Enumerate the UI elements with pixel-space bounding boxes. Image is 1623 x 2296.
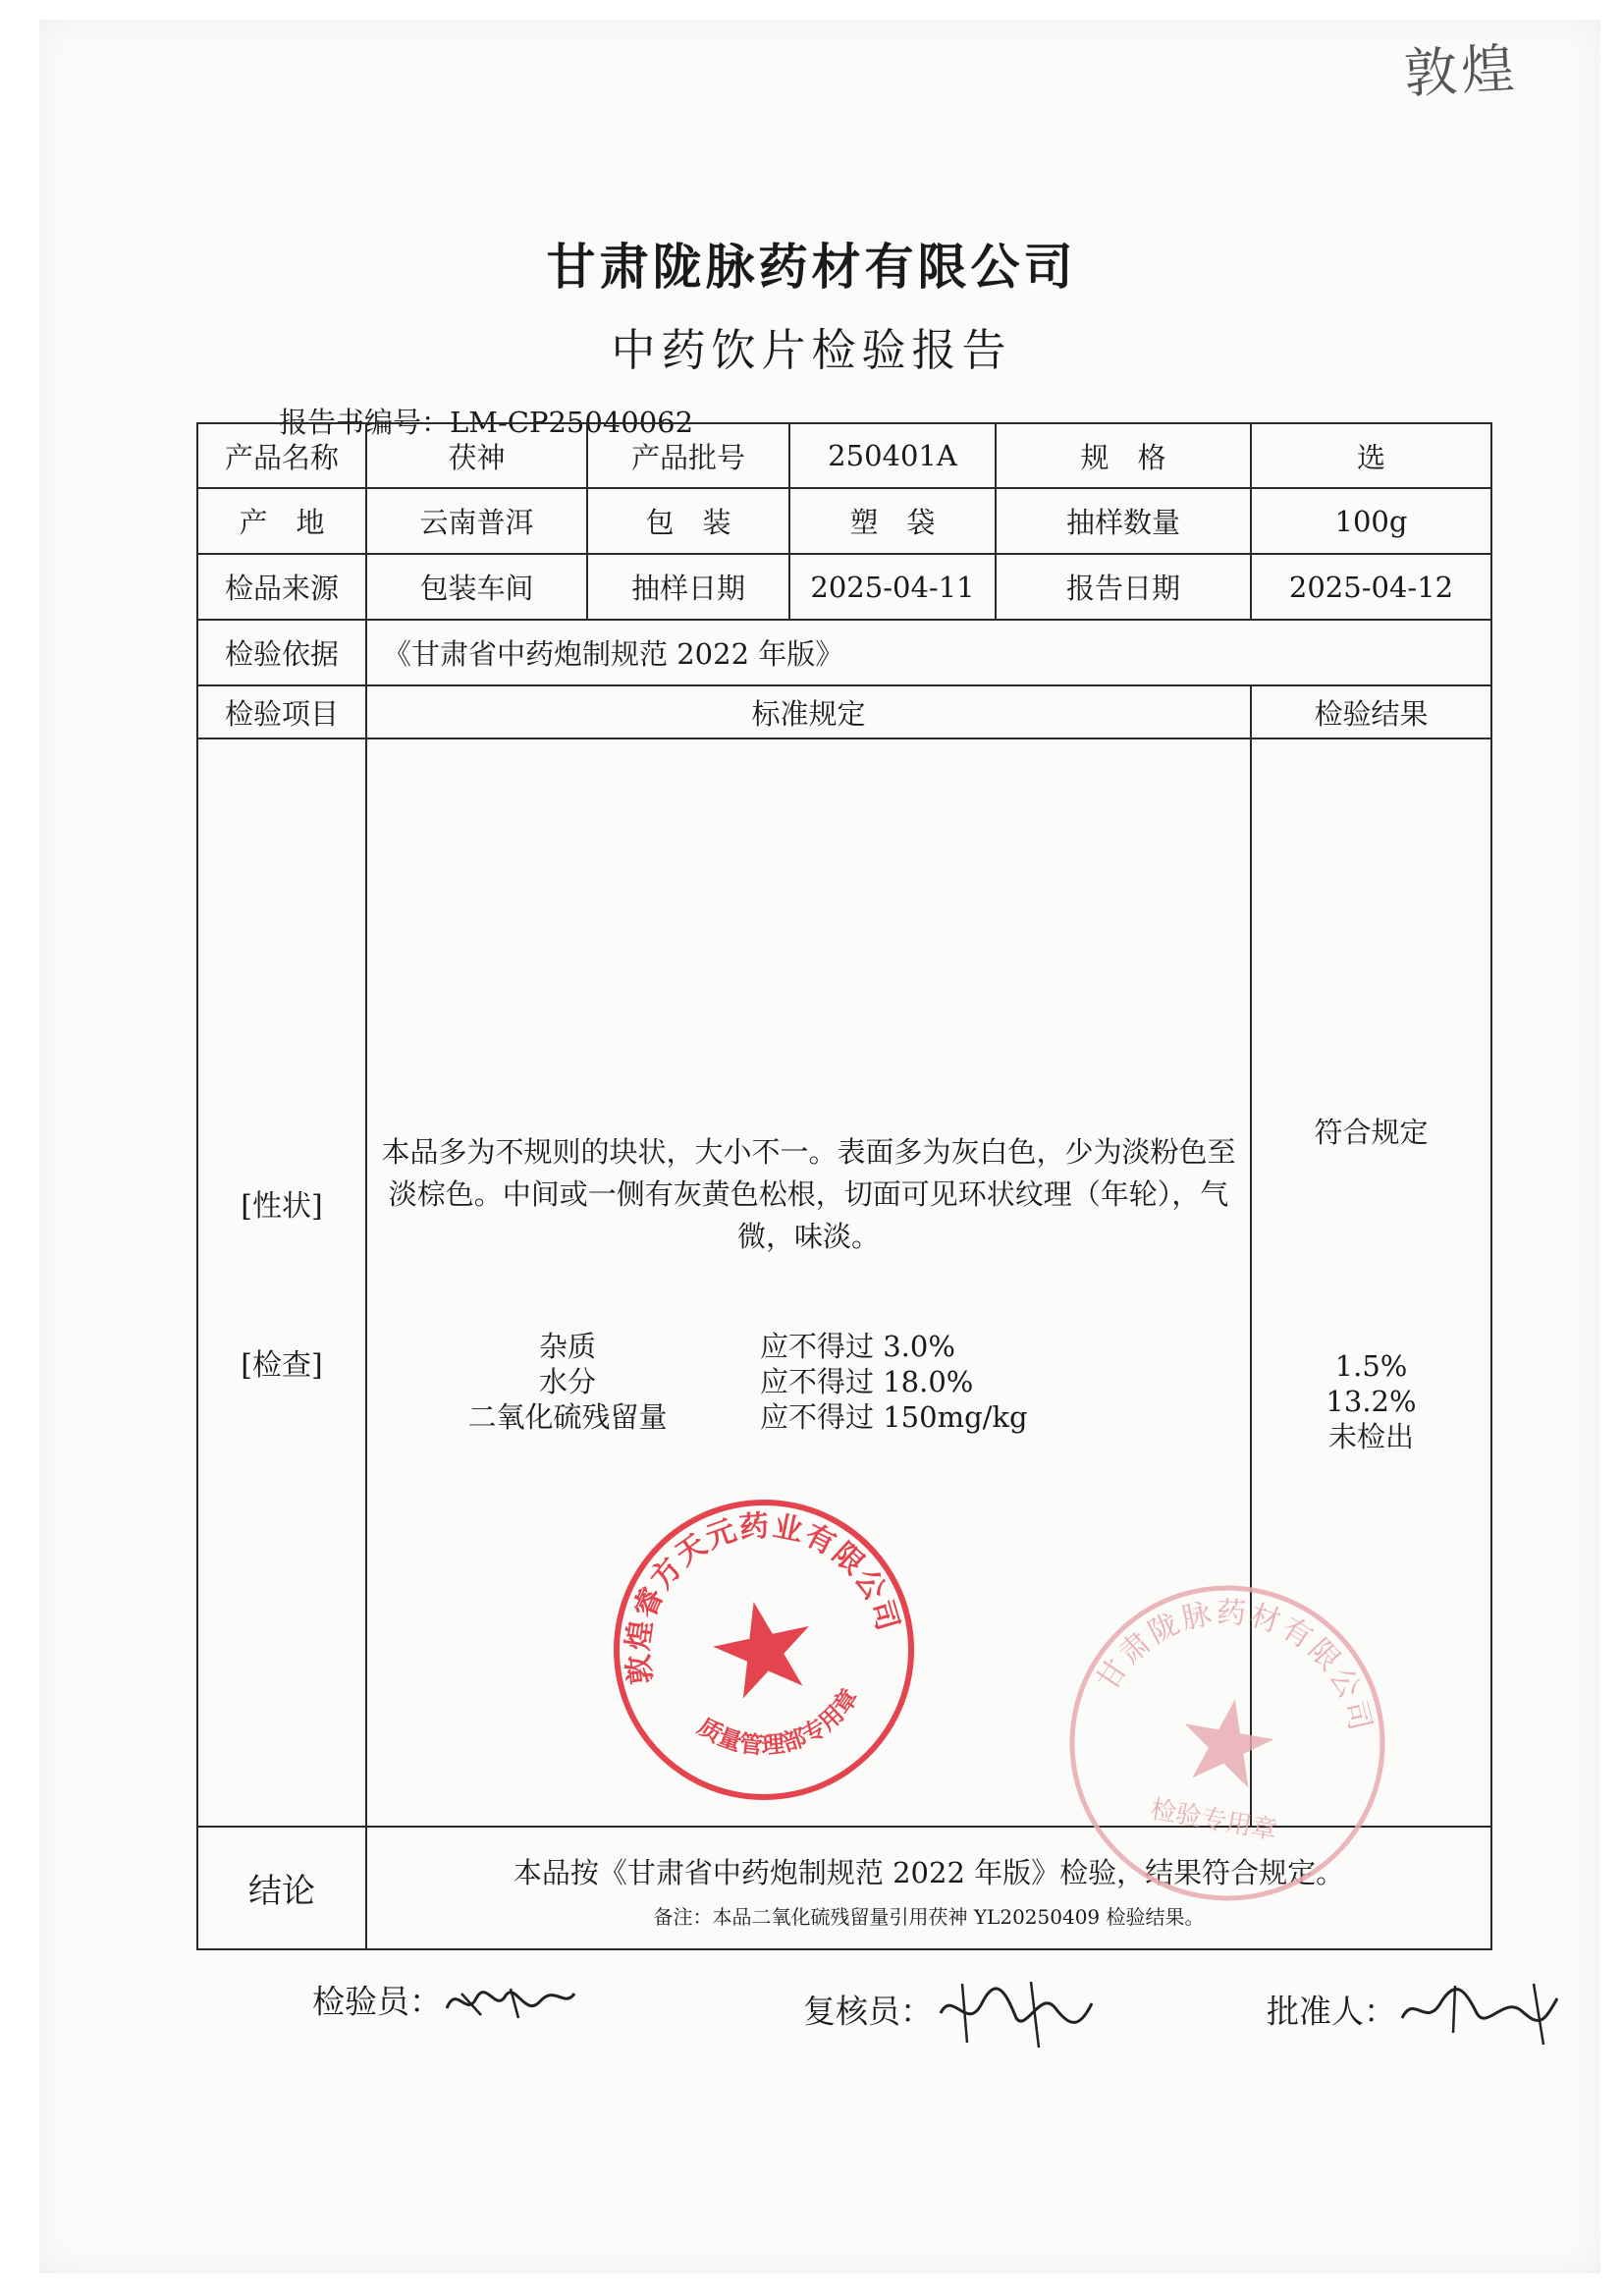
inspection-item-standard: 应不得过 3.0%: [760, 1329, 955, 1363]
company-name: 甘肃陇脉药材有限公司: [546, 239, 1077, 296]
conclusion-note: 备注：本品二氧化硫残留量引用茯神 YL20250409 检验结果。: [653, 1905, 1205, 1929]
sample-date-value: 2025-04-11: [789, 554, 996, 620]
report-number-label: 报告书编号：: [279, 406, 451, 439]
traits-label: [性状]: [241, 1189, 323, 1224]
basis-value: 《甘肃省中药炮制规范 2022 年版》: [366, 620, 1491, 685]
inspection-item-name: 水分: [538, 1364, 596, 1398]
inspection-row: [375, 1329, 1242, 1364]
inspection-row: [375, 1364, 1242, 1399]
batch-value: 250401A: [789, 423, 996, 488]
inspection-result: 未检出: [1327, 1419, 1414, 1453]
spec-label: 规 格: [996, 423, 1251, 488]
item-label-cell: [197, 738, 366, 1827]
batch-label: 产品批号: [587, 423, 789, 488]
reviewer-label: 复核员：: [803, 1992, 933, 2031]
inspection-result: 1.5%: [1334, 1348, 1408, 1383]
red-quality-seal: [607, 1493, 921, 1807]
product-name-value: 茯神: [366, 423, 587, 488]
report-date-value: 2025-04-12: [1251, 554, 1491, 620]
report-number-value: LM-CP25040062: [450, 406, 694, 439]
approver-signature: [1267, 1974, 1563, 2052]
reviewer-signature: [803, 1974, 1100, 2052]
basis-label: 检验依据: [197, 620, 366, 685]
item-header: 检验项目: [197, 685, 366, 738]
inspection-label: [检查]: [241, 1348, 323, 1383]
item-header-row: [197, 685, 1491, 738]
traits-result: 符合规定: [1314, 1115, 1429, 1149]
approver-label: 批准人：: [1267, 1992, 1396, 2031]
svg-text:甘肃陇脉药材有限公司: [1088, 1576, 1394, 1742]
inspector-signature: [312, 1974, 579, 2033]
reviewer-handwritten-signature: [933, 1974, 1100, 2052]
info-row-1: [197, 423, 1491, 488]
sample-date-label: 抽样日期: [587, 554, 789, 620]
inspector-label: 检验员：: [312, 1982, 442, 2021]
spec-value: 选: [1251, 423, 1491, 488]
red-seal-subtext: 质量管理部专用章: [692, 1683, 864, 1760]
inspection-item-name: 二氧化硫残留量: [467, 1399, 668, 1434]
pink-inspection-seal: [1060, 1576, 1394, 1910]
inspection-item-standard: 应不得过 18.0%: [760, 1364, 974, 1398]
standard-header: 标准规定: [366, 685, 1251, 738]
approver-handwritten-signature: [1396, 1974, 1563, 2052]
source-value: 包装车间: [366, 554, 587, 620]
info-row-3: [197, 554, 1491, 620]
basis-row: [197, 620, 1491, 685]
pink-seal-subtext: 检验专用章: [1148, 1794, 1279, 1846]
red-seal-star-icon: [706, 1592, 821, 1703]
report-date-label: 报告日期: [996, 554, 1251, 620]
conclusion-label: 结论: [197, 1827, 366, 1949]
pink-seal-text: 甘肃陇脉药材有限公司: [1090, 1595, 1379, 1737]
handwritten-corner-note: 敦煌: [1402, 37, 1520, 105]
report-title: 中药饮片检验报告: [611, 324, 1012, 376]
sample-qty-label: 抽样数量: [996, 488, 1251, 554]
traits-description: 本品多为不规则的块状，大小不一。表面多为灰白色，少为淡粉色至淡棕色。中间或一侧有灰黄色松根，切面可见环状纹理（年轮），气微，味淡。: [381, 1134, 1236, 1253]
inspection-row: [375, 1399, 1242, 1435]
inspection-item-standard: 应不得过 150mg/kg: [760, 1399, 1028, 1434]
package-value: 塑 袋: [789, 488, 996, 554]
sample-qty-value: 100g: [1251, 488, 1491, 554]
pink-seal-star-icon: [1176, 1692, 1280, 1791]
inspection-item-name: 杂质: [538, 1329, 596, 1363]
conclusion-text: 本品按《甘肃省中药炮制规范 2022 年版》检验，结果符合规定。: [513, 1856, 1345, 1889]
package-label: 包 装: [587, 488, 789, 554]
source-label: 检品来源: [197, 554, 366, 620]
red-seal-text: 敦煌睿方天元药业有限公司: [621, 1508, 906, 1687]
origin-label: 产 地: [197, 488, 366, 554]
inspection-list: [375, 1329, 1242, 1435]
product-name-label: 产品名称: [197, 423, 366, 488]
inspector-handwritten-signature: [442, 1974, 579, 2033]
inspection-result: 13.2%: [1325, 1384, 1417, 1418]
origin-value: 云南普洱: [366, 488, 587, 554]
result-header: 检验结果: [1251, 685, 1491, 738]
info-row-2: [197, 488, 1491, 554]
svg-text:质量管理部专用章: [688, 1680, 872, 1776]
